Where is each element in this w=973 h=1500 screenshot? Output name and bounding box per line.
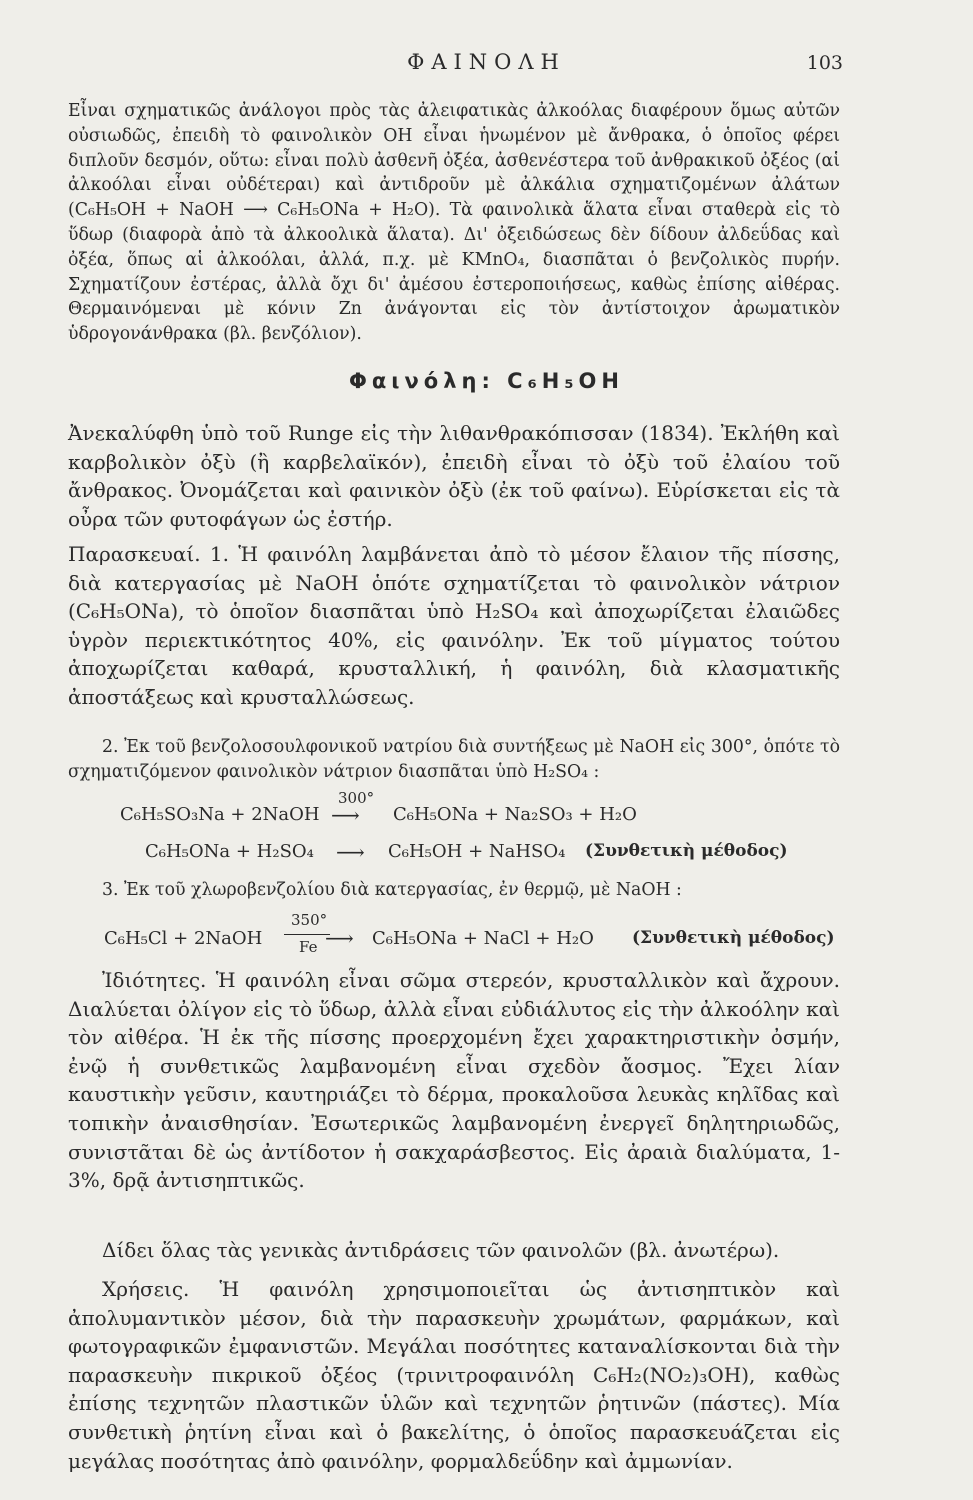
section-heading: Φαινόλη: C₆H₅OH [349, 369, 624, 393]
discovery-paragraph: Ἀνεκαλύφθη ὑπὸ τοῦ Runge εἰς τὴν λιθανθρακόπισσαν (1834). Ἐκλήθη καὶ καρβολικὸν ὀξὺ (ἢ καρβελαϊκόν), ἐπειδὴ εἶναι τὸ ὀξὺ τοῦ ἐλαίου τοῦ ἄνθρακος. Ὀνομάζεται καὶ φαινικὸν ὀξὺ (ἐκ τοῦ φαίνω). Εὑρίσκεται εἰς τὰ οὖρα τῶν φυτοφάγων ὡς ἐστήρ. [68, 421, 840, 531]
uses-paragraph: Χρήσεις. Ἡ φαινόλη χρησιμοποιεῖται ὡς ἀντισηπτικὸν καὶ ἀπολυμαντικὸν μέσον, διὰ τὴν παρασκευὴν χρωμάτων, φαρμάκων, καὶ φωτογραφικῶν ἐμφανιστῶν. Μεγάλαι ποσότητες καταναλίσκονται διὰ τὴν παρασκευὴν πικρικοῦ ὀξέος (τρινιτροφαινόλη C₆H₂(NO₂)₃OH), καθὼς ἐπίσης τεχνητῶν πλαστικῶν ὑλῶν καὶ τεχνητῶν ῥητινῶν (πάστες). Μία συνθετικὴ ῥητίνη εἶναι καὶ ὁ βακελίτης, ὁ ὁποῖος παρασκευάζεται εἰς μεγάλας ποσότητας ἀπὸ φαινόλην, φορμαλδεΰδην καὶ ἀμμωνίαν. [68, 1277, 840, 1473]
equation2-right: C₆H₅OH + NaHSO₄ [388, 841, 566, 862]
preparation-paragraph: Παρασκευαί. 1. Ἡ φαινόλη λαμβάνεται ἀπὸ τὸ μέσον ἔλαιον τῆς πίσσης, διὰ κατεργασίας μὲ NaOH ὁπότε σχηματίζεται τὸ φαινολικὸν νάτριον (C₆H₅ONa), τὸ ὁποῖον διασπᾶται ὑπὸ H₂SO₄ καὶ ἀποχωρίζεται ἐλαιῶδες ὑγρὸν περιεκτικότητος 40%, εἰς φαινόλην. Ἐκ τοῦ μίγματος τούτου ἀποχωρίζεται καθαρά, κρυσταλλική, ἡ φαινόλη, διὰ κλασματικῆς ἀποστάξεως καὶ κρυσταλλώσεως. [68, 542, 840, 709]
intro-paragraph: Εἶναι σχηματικῶς ἀνάλογοι πρὸς τὰς ἀλειφατικὰς ἀλκοόλας διαφέρουν ὅμως αὐτῶν οὐσιωδῶς, ἐπειδὴ τὸ φαινολικὸν OH εἶναι ἡνωμένον μὲ ἄνθρακα, ὁ ὁποῖος φέρει διπλοῦν δεσμόν, οὕτω: εἶναι πολὺ ἀσθενῆ ὀξέα, ἀσθενέστερα τοῦ ἀνθρακικοῦ ὀξέος (αἱ ἀλκοόλαι εἶναι οὐδέτεραι) καὶ ἀντιδροῦν μὲ ἀλκάλια σχηματιζομένων ἀλάτων (C₆H₅OH + NaOH ⟶ C₆H₅ONa + H₂O). Τὰ φαινολικὰ ἅλατα εἶναι σταθερὰ εἰς τὸ ὕδωρ (διαφορὰ ἀπὸ τὰ ἀλκοολικὰ ἅλατα). Δι' ὀξειδώσεως δὲν δίδουν ἀλδεΰδας καὶ ὀξέα, ὅπως αἱ ἀλκοόλαι, ἀλλά, π.χ. μὲ KMnO₄, διασπᾶται ὁ βενζολικὸς πυρήν. Σχηματίζουν ἐστέρας, ἀλλὰ ὄχι δι' ἀμέσου ἐστεροποιήσεως, καθὼς ἐπίσης αἰθέρας. Θερμαινόμεναι μὲ κόνιν Zn ἀνάγονται εἰς τὸν ἀντίστοιχον ἀρωματικὸν ὑδρογονάνθρακα (βλ. βενζόλιον). [68, 101, 840, 345]
equation2-left: C₆H₅ONa + H₂SO₄ [145, 841, 314, 862]
equation3-left: C₆H₅Cl + 2NaOH [104, 928, 263, 949]
equation3-note: (Συνθετικὴ μέθοδος) [632, 928, 835, 948]
properties-paragraph: Ἰδιότητες. Ἡ φαινόλη εἶναι σῶμα στερεόν, κρυσταλλικὸν καὶ ἄχρουν. Διαλύεται ὀλίγον εἰς τὸ ὕδωρ, ἀλλὰ εἶναι εὐδιάλυτος εἰς τὴν ἀλκοόλην καὶ τὸν αἰθέρα. Ἡ ἐκ τῆς πίσσης προερχομένη ἔχει χαρακτηριστικὴν ὀσμήν, ἐνῷ ἡ συνθετικῶς λαμβανομένη εἶναι σχεδὸν ἄοσμος. Ἔχει λίαν καυστικὴν γεῦσιν, καυτηριάζει τὸ δέρμα, προκαλοῦσα λευκὰς κηλῖδας καὶ τοπικὴν ἀναισθησίαν. Ἐσωτερικῶς λαμβανομένη ἐνεργεῖ δηλητηριωδῶς, συνιστᾶται δὲ ὡς ἀντίδοτον ἡ σακχαράσβεστος. Εἰς ἀραιὰ διαλύματα, 1-3%, δρᾷ ἀντισηπτικῶς. [68, 968, 840, 1193]
running-title: ΦΑΙΝΟΛΗ [407, 50, 566, 74]
equation1-left: C₆H₅SO₃Na + 2NaOH [120, 804, 320, 825]
page-header [0, 50, 973, 80]
equation2-note: (Συνθετικὴ μέθοδος) [585, 841, 788, 861]
equation1-right: C₆H₅ONa + Na₂SO₃ + H₂O [393, 804, 637, 825]
method3-paragraph: 3. Ἐκ τοῦ χλωροβενζολίου διὰ κατεργασίας, ἐν θερμῷ, μὲ NaOH : [102, 880, 682, 900]
reactions-paragraph: Δίδει ὅλας τὰς γενικὰς ἀντιδράσεις τῶν φαινολῶν (βλ. ἀνωτέρω). [102, 1238, 780, 1262]
page-number: 103 [806, 52, 843, 74]
equation1-condition: 300° [338, 789, 375, 807]
equation2-arrow: ⟶ [336, 840, 365, 864]
method2-paragraph: 2. Ἐκ τοῦ βενζολοσουλφονικοῦ νατρίου διὰ συντήξεως μὲ NaOH εἰς 300°, ὁπότε τὸ σχηματιζόμενον φαινολικὸν νάτριον διασπᾶται ὑπὸ H₂SO₄ : [68, 737, 840, 782]
equation3-condition-top: 350° [291, 911, 328, 929]
equation3-condition-line [284, 934, 330, 935]
equation3-arrow: ⟶ [325, 926, 354, 950]
equation1-arrow: ⟶ [331, 803, 360, 827]
equation3-right: C₆H₅ONa + NaCl + H₂O [372, 928, 594, 949]
equation3-condition-bottom: Fe [299, 938, 318, 956]
